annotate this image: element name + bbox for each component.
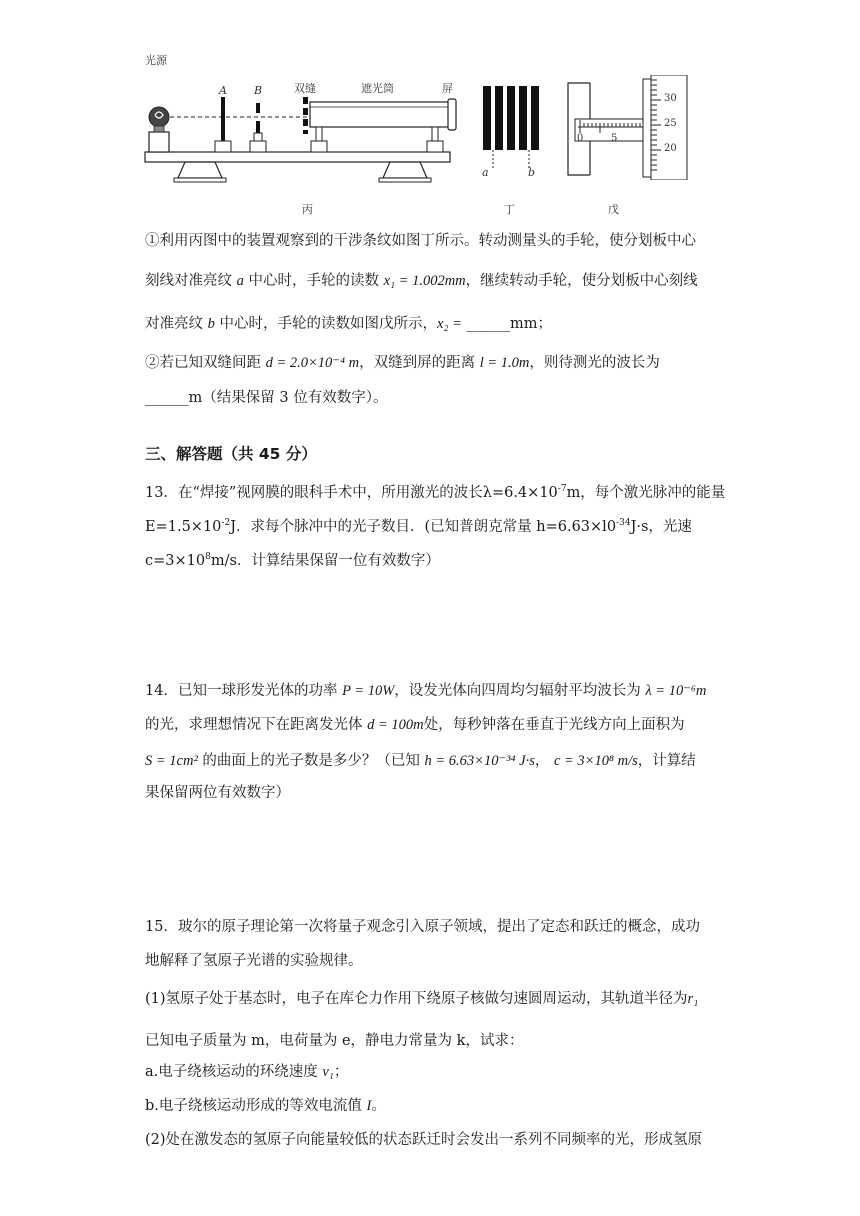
drum-scale-30: 30	[664, 93, 677, 104]
q14-line4	[145, 782, 290, 804]
q12-part2-line2	[145, 387, 387, 409]
q12-text: m（结果保留 3 位有效数字）。	[188, 390, 388, 406]
q15-text: a.电子绕核运动的环绕速度	[145, 1064, 318, 1080]
q15-line4	[145, 1030, 523, 1052]
q15-v1: v₁	[322, 1064, 334, 1080]
q12-part2-line1	[145, 352, 660, 374]
q12-text: ，则待测光的波长为	[529, 355, 660, 371]
q12-var-b: b	[207, 316, 215, 332]
q14-line3	[145, 750, 696, 772]
q13-text: c=3×10	[145, 552, 206, 569]
q13-text: 13．在“焊接”视网膜的眼科手术中，所用激光的波长λ=6.4×10	[145, 484, 558, 501]
q13-text: m，每个激光脉冲的能量	[566, 484, 726, 501]
q12-part1-line2	[145, 270, 698, 292]
label-double-slit: 双缝	[294, 82, 316, 95]
q15-line2	[145, 950, 363, 972]
q14-text: 的曲面上的光子数是多少？（已知	[202, 753, 420, 769]
label-tube: 遮光筒	[361, 82, 394, 95]
q15-text: (1)氢原子处于基态时，电子在库仑力作用下绕原子核做匀速圆周运动，其轨道半径为	[145, 991, 688, 1007]
caption-ding: 丁	[504, 203, 515, 216]
mark-a: a	[482, 166, 489, 179]
q12-text: ，双缝到屏的距离	[359, 355, 476, 371]
q13-exp: -34	[616, 518, 631, 528]
mark-b: b	[528, 166, 536, 179]
fringes-drawing	[480, 84, 550, 179]
q14-p: P = 10W	[342, 683, 395, 699]
q13-text: J·s，光速	[630, 518, 692, 535]
q15-text: b.电子绕核运动形成的等效电流值	[145, 1098, 362, 1114]
q14-h: h = 6.63×10⁻³⁴ J·s	[424, 753, 535, 769]
caption-wu: 戊	[608, 203, 619, 216]
q14-d: d = 100m	[367, 717, 424, 733]
main-scale-5: 5	[611, 133, 618, 144]
caption-bing: 丙	[302, 203, 313, 216]
q14-text: ，设发光体向四周均匀辐射平均波长为	[394, 683, 641, 699]
q15-text: (2)处在激发态的氢原子向能量较低的状态跃迁时会发出一系列不同频率的光，形成氢原	[145, 1132, 703, 1148]
label-slit-b: B	[254, 84, 263, 97]
q14-s: S = 1cm²	[145, 753, 198, 769]
q14-line1	[145, 680, 706, 702]
q12-text: 中心时，手轮的读数如图戊所示，	[219, 316, 437, 332]
q12-d: d = 2.0×10⁻⁴ m	[265, 355, 360, 371]
q12-blank-lambda: ______	[145, 390, 189, 406]
q14-text: 的光，求理想情况下在距离发光体	[145, 717, 363, 733]
q15-r1: r₁	[687, 991, 699, 1007]
q15-text: 已知电子质量为 m，电荷量为 e，静电力常量为 k，试求：	[145, 1033, 524, 1049]
q12-part1-line1-text: ①利用丙图中的装置观察到的干涉条纹如图丁所示。转动测量头的手轮，使分划板中心	[145, 233, 696, 249]
q12-x2: x₂ =	[436, 316, 462, 332]
drum-scale-25: 25	[664, 118, 677, 129]
q13-text: m/s．计算结果保留一位有效数字）	[210, 552, 440, 569]
q14-lambda: λ = 10⁻⁶m	[645, 683, 707, 699]
q14-text: 14．已知一球形发光体的功率	[145, 683, 338, 699]
q12-l: l = 1.0m	[479, 355, 530, 371]
q13-exp: 8	[205, 552, 211, 562]
q12-part1-line3	[145, 313, 552, 335]
q15-line7	[145, 1129, 702, 1151]
q13-text: J．求每个脉冲中的光子数目．(已知普朗克常量 h=6.63×l0	[230, 518, 617, 535]
q13-text: E=1.5×10	[145, 518, 222, 535]
q12-text: 中心时，手轮的读数	[248, 273, 379, 289]
q13-exp: -7	[557, 484, 567, 494]
q15-text: ；	[333, 1064, 349, 1080]
q14-text: 果保留两位有效数字）	[145, 785, 290, 801]
label-slit-a: A	[219, 84, 227, 97]
q14-text: ，计算结	[637, 753, 696, 769]
label-light-source: 光源	[145, 54, 167, 67]
q13-line2	[145, 512, 692, 538]
q15-line6	[145, 1095, 386, 1117]
q12-blank-x2: ______	[466, 316, 510, 332]
figure-fringes	[480, 84, 550, 179]
q12-text: mm；	[509, 316, 552, 332]
q12-text: ②若已知双缝间距	[145, 355, 261, 371]
q14-c: c = 3×10⁸ m/s	[553, 753, 638, 769]
q15-text: 地解释了氢原子光谱的实验规律。	[145, 953, 363, 969]
q14-text: ，	[534, 753, 550, 769]
q15-line5	[145, 1061, 348, 1083]
q15-text: 。	[371, 1098, 386, 1114]
q15-text: 15．玻尔的原子理论第一次将量子观念引入原子领域，提出了定态和跃迁的概念，成功	[145, 919, 700, 935]
q12-part1-line1	[145, 230, 696, 252]
q15-i: I	[366, 1098, 372, 1114]
q12-x1: x₁ = 1.002mm	[383, 273, 466, 289]
q12-text: 刻线对准亮纹	[145, 273, 232, 289]
q13-line3	[145, 546, 440, 572]
q15-line3	[145, 988, 698, 1010]
q14-line2	[145, 714, 685, 736]
q14-text: 处，每秒钟落在垂直于光线方向上面积为	[423, 717, 685, 733]
q12-text: 对准亮纹	[145, 316, 203, 332]
section-heading: 三、解答题（共 45 分）	[145, 445, 317, 463]
q13-exp: -2	[221, 518, 231, 528]
q12-text: ，继续转动手轮，使分划板中心刻线	[465, 273, 698, 289]
q13-line1	[145, 478, 725, 504]
label-screen: 屏	[442, 82, 453, 95]
q15-line1	[145, 916, 700, 938]
q12-var-a: a	[236, 273, 244, 289]
main-scale-0: 0	[577, 133, 584, 144]
drum-scale-20: 20	[664, 143, 677, 154]
